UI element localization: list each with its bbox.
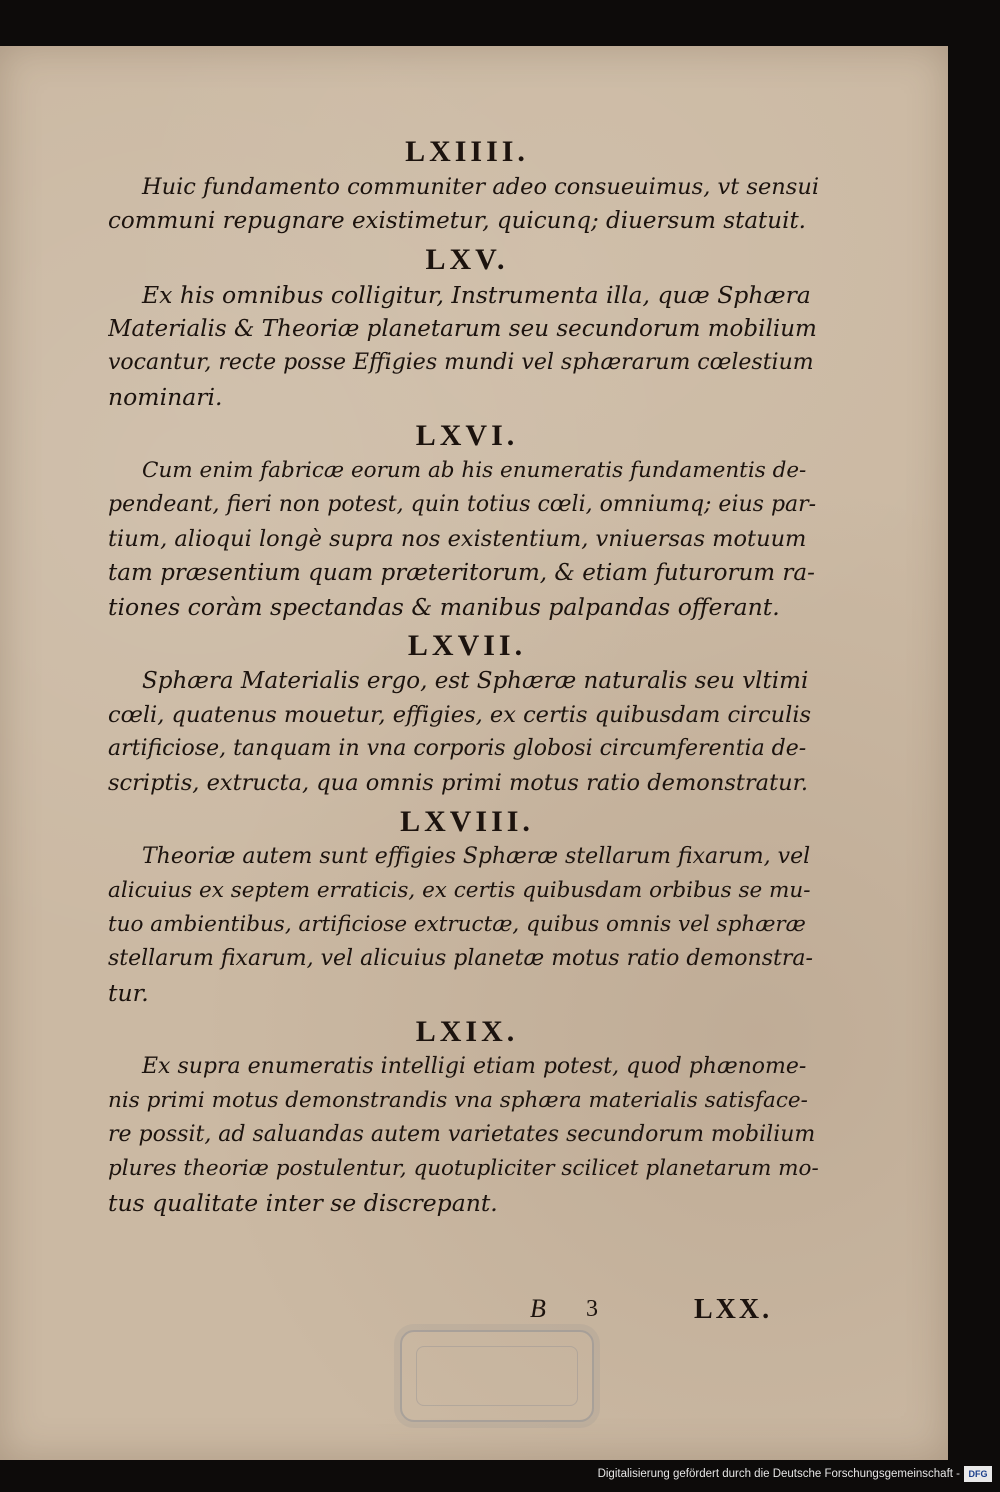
text-line: alicuius ex septem erraticis, ex certis quibusdam orbibus se mu- — [108, 878, 811, 903]
text-line: tus qualitate inter se discrepant. — [108, 1189, 498, 1217]
section-heading: LXIIII. — [405, 135, 529, 168]
text-line: tuo ambientibus, artificiose extructæ, quibus omnis vel sphæræ — [108, 912, 806, 937]
text-line: Cum enim fabricæ eorum ab his enumeratis fundamentis de- — [142, 458, 807, 483]
text-line: nominari. — [108, 383, 223, 411]
text-line: re possit, ad saluandas autem varietates secundorum mobilium — [108, 1122, 816, 1147]
library-stamp — [400, 1330, 594, 1422]
text-line: Theoriæ autem sunt effigies Sphæræ stellarum fixarum, vel — [142, 844, 811, 869]
signature-mark: B — [530, 1294, 546, 1323]
section-paragraph — [108, 664, 820, 800]
text-line: Ex supra enumeratis intelligi etiam potest, quod phænome- — [142, 1054, 807, 1079]
text-line: Ex his omnibus colligitur, Instrumenta illa, quæ Sphæra — [142, 281, 811, 309]
dfg-logo-icon: DFG — [964, 1466, 992, 1482]
text-line: scriptis, extructa, qua omnis primi motus ratio demonstratur. — [108, 770, 809, 796]
text-line: artificiose, tanquam in vna corporis globosi circumferentia de- — [108, 736, 807, 761]
text-line: Materialis & Theoriæ planetarum seu secundorum mobilium — [108, 316, 817, 342]
page-footer — [530, 1294, 810, 1328]
section-paragraph — [108, 1050, 820, 1220]
section-heading: LXIX. — [415, 1015, 519, 1048]
section-heading: LXVII. — [407, 629, 527, 662]
section-paragraph — [108, 840, 820, 1010]
leaf-number: 3 — [586, 1296, 598, 1322]
book-page — [0, 46, 948, 1460]
text-line: stellarum fixarum, vel alicuius planetæ motus ratio demonstra- — [108, 946, 813, 971]
text-line: Sphæra Materialis ergo, est Sphæræ naturalis seu vltimi — [142, 668, 809, 694]
text-line: pendeant, fieri non potest, quin totius cœli, omniumq; eius par- — [108, 492, 817, 517]
section-heading: LXVIII. — [400, 805, 534, 838]
section-paragraph — [108, 454, 820, 624]
section-heading: LXV. — [425, 243, 509, 276]
section-heading: LXVI. — [415, 419, 519, 452]
text-line: tur. — [108, 979, 149, 1007]
digitization-credit: Digitalisierung gefördert durch die Deutsche Forschungsgemeinschaft - — [597, 1468, 960, 1480]
section-paragraph — [108, 278, 820, 414]
text-line: communi repugnare existimetur, quicunq; diuersum statuit. — [108, 208, 806, 234]
text-line: plures theoriæ postulentur, quotupliciter scilicet planetarum mo- — [108, 1156, 819, 1181]
page-text — [108, 134, 820, 1224]
library-stamp-inner — [416, 1346, 578, 1406]
text-line: cœli, quatenus mouetur, effigies, ex certis quibusdam circulis — [108, 702, 812, 728]
text-line: tam præsentium quam præteritorum, & etiam futurorum ra- — [108, 560, 815, 586]
catchword: LXX. — [694, 1294, 773, 1325]
text-line: vocantur, recte posse Effigies mundi vel sphærarum cœlestium — [108, 350, 814, 375]
section-paragraph — [108, 170, 820, 238]
text-line: tium, alioqui longè supra nos existentium, vniuersas motuum — [108, 526, 807, 552]
text-line: tiones coràm spectandas & manibus palpandas offerant. — [108, 593, 780, 621]
text-line: nis primi motus demonstrandis vna sphæra materialis satisface- — [108, 1088, 808, 1113]
text-line: Huic fundamento communiter adeo consueuimus, vt sensui — [142, 174, 820, 200]
